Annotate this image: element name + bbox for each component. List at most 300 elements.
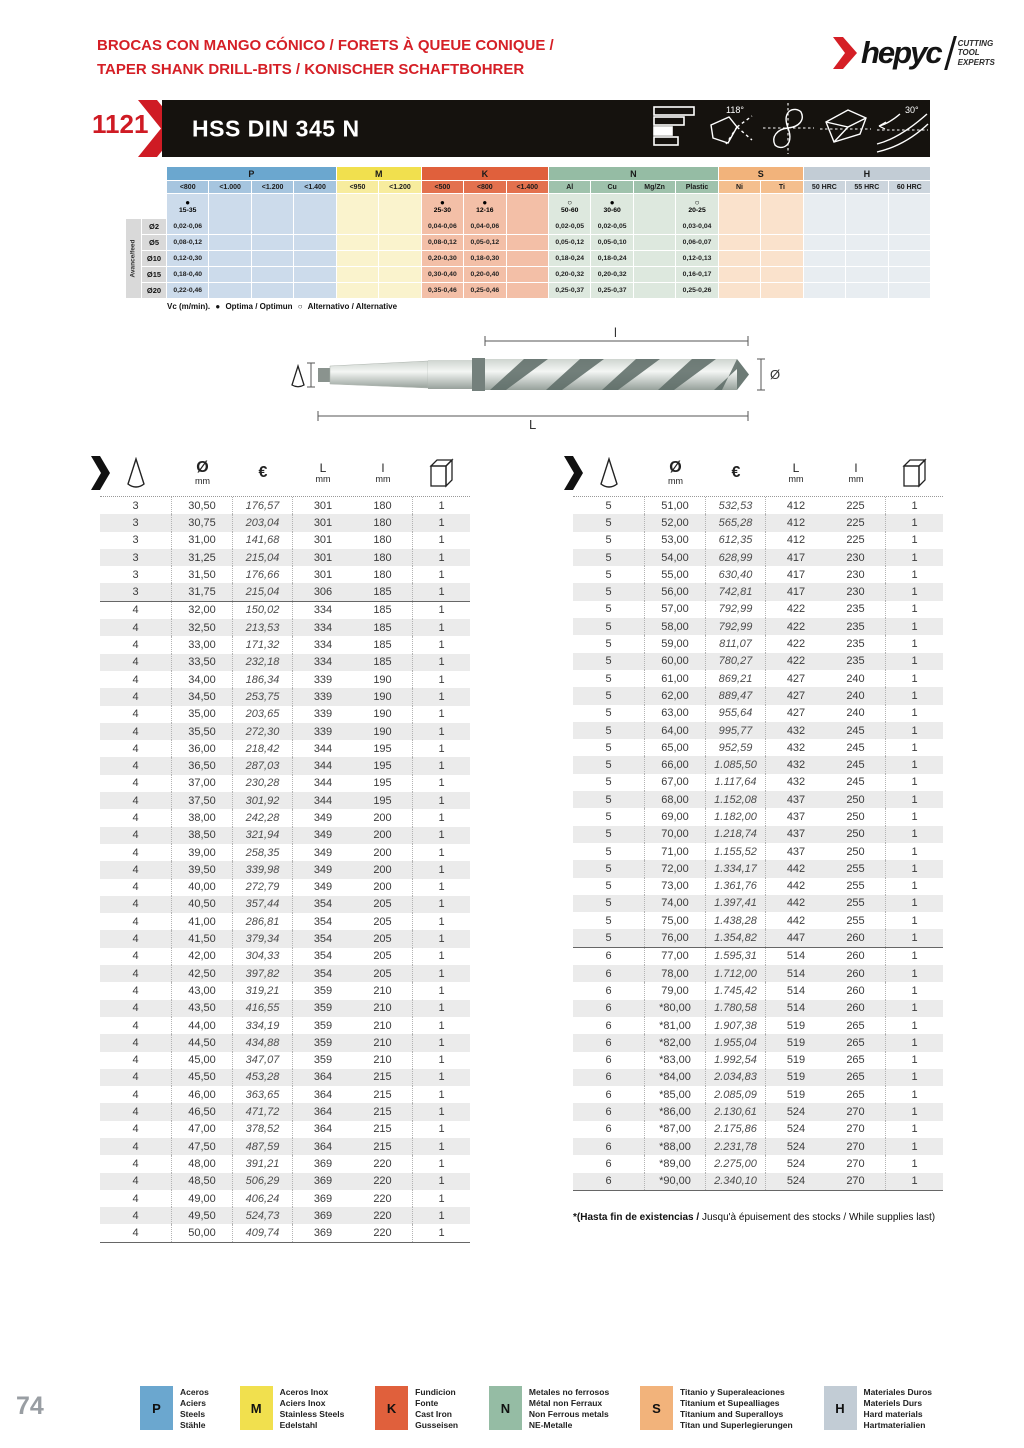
table-row [100,688,470,705]
total-length-label: L [529,417,537,430]
table-row [100,809,470,826]
cell-flute-length: 255 [826,878,886,895]
cell-price: 1.152,08 [706,791,766,808]
feed-value-cell [719,267,760,282]
cell-total-length: 354 [313,950,333,963]
title-line-2: TAPER SHANK DRILL-BITS / KONISCHER SCHAFTBOHRER [97,61,525,78]
cell-diameter: 50,00 [172,1224,233,1241]
cell-total-length: 369 [313,1192,333,1205]
cell-price: 1.595,31 [706,948,766,965]
flute-section-icon [761,100,816,157]
cell-price: 176,57 [233,497,293,514]
alternative-label: Alternativo / Alternative [307,302,398,311]
cell-total-length: 359 [313,1036,333,1049]
legend-line: Cast Iron [415,1409,452,1419]
cell-price: 1.117,64 [706,774,766,791]
cell-taper: 6 [573,1138,645,1155]
vc-value: 30-60 [603,206,621,214]
cell-total-length: 437 [786,828,806,841]
table-row [573,601,943,618]
cell-diameter: 60,00 [645,653,706,670]
cell-flute-length: 205 [353,948,413,965]
cell-diameter: 40,00 [172,879,233,896]
vc-cell [294,194,335,219]
feed-value-cell [252,283,293,298]
cell-diameter: 31,00 [172,532,233,549]
vc-cell [676,194,717,219]
cell-total-length: 344 [313,742,333,755]
cell-total-length: 412 [786,516,806,529]
cell-price: 253,75 [233,688,293,705]
table-row [100,1103,470,1120]
cell-total-length: 437 [786,793,806,806]
legend-letter: S [640,1386,673,1430]
cell-qty: 1 [911,586,918,599]
cell-qty: 1 [911,984,918,997]
cell-qty: 1 [438,984,445,997]
cell-taper: 6 [573,982,645,999]
table-row [100,861,470,878]
col-price: € [731,464,741,481]
cell-qty: 1 [438,639,445,652]
table-row [100,1069,470,1086]
feed-value-cell [719,219,760,234]
feed-value-cell [804,267,845,282]
cell-diameter: 36,00 [172,740,233,757]
svg-text:30°: 30° [905,105,919,115]
feed-value-cell: 0,16-0,17 [676,267,717,282]
feed-value-cell: 0,18-0,30 [464,251,505,266]
diameter-label: Ø15 [142,267,166,282]
cell-diameter: 36,50 [172,757,233,774]
cell-price: 203,65 [233,706,293,723]
vc-dot-icon: ○ [567,197,573,207]
legend-letter: M [240,1386,273,1430]
cell-flute-length: 235 [826,601,886,618]
cell-flute-length: 220 [353,1207,413,1224]
cell-diameter: 78,00 [645,965,706,982]
vc-value: 20-25 [688,206,706,214]
cell-price: 1.712,00 [706,965,766,982]
feed-value-cell: 0,35-0,46 [422,283,463,298]
cell-diameter: 71,00 [645,843,706,860]
stock-note-bold: *(Hasta fin de existencias / [573,1212,700,1223]
table-row [100,619,470,636]
cell-qty: 1 [438,742,445,755]
cell-flute-length: 265 [826,1069,886,1086]
diameter-label: Ø20 [142,283,166,298]
cell-total-length: 364 [313,1088,333,1101]
feed-value-cell [294,267,335,282]
cell-price: 1.745,42 [706,982,766,999]
cell-diameter: 70,00 [645,826,706,843]
table-row [100,896,470,913]
table-row [100,948,470,965]
cell-flute-length: 270 [826,1121,886,1138]
cell-flute-length: 210 [353,1034,413,1051]
col-flute-length: l mm [375,461,391,484]
cell-diameter: 43,00 [172,982,233,999]
cell-total-length: 437 [786,810,806,823]
cell-diameter: *87,00 [645,1121,706,1138]
cell-taper: 4 [100,1103,172,1120]
legend-line: Stähle [180,1420,206,1430]
cell-price: 1.218,74 [706,826,766,843]
cell-flute-length: 260 [826,965,886,982]
cell-flute-length: 190 [353,671,413,688]
cell-flute-length: 230 [826,549,886,566]
cell-price: 612,35 [706,532,766,549]
cell-price: 471,72 [233,1103,293,1120]
cell-flute-length: 190 [353,723,413,740]
cell-flute-length: 200 [353,844,413,861]
col-packaging [886,458,943,488]
cell-qty: 1 [438,829,445,842]
cell-taper: 4 [100,740,172,757]
legend-letter: H [824,1386,857,1430]
feed-value-cell: 0,25-0,37 [549,283,590,298]
cell-price: 409,74 [233,1224,293,1241]
vc-cell [507,194,548,219]
cell-total-length: 422 [786,655,806,668]
cell-taper: 4 [100,1069,172,1086]
cell-total-length: 344 [313,777,333,790]
cell-total-length: 369 [313,1157,333,1170]
legend-line: Gusseisen [415,1420,459,1430]
cell-price: 2.130,61 [706,1103,766,1120]
cell-qty: 1 [438,551,445,564]
cell-diameter: 43,50 [172,1000,233,1017]
cell-taper: 4 [100,827,172,844]
cell-flute-length: 215 [353,1121,413,1138]
cell-price: 565,28 [706,514,766,531]
cell-taper: 5 [573,532,645,549]
cell-qty: 1 [438,1209,445,1222]
cell-total-length: 422 [786,620,806,633]
material-subheader: <800 [464,181,505,193]
cell-price: 301,92 [233,792,293,809]
cell-total-length: 417 [786,568,806,581]
diameter-label: Ø2 [142,219,166,234]
product-bar [162,100,930,157]
legend-line: Metales no ferrosos [528,1387,610,1397]
cell-taper: 4 [100,757,172,774]
cell-qty: 1 [438,1088,445,1101]
cell-flute-length: 215 [353,1103,413,1120]
feed-value-cell [337,219,378,234]
feed-value-cell [804,251,845,266]
legend-line: Titanium and Superalloys [680,1409,784,1419]
table-row [573,860,943,877]
cell-diameter: 65,00 [645,739,706,756]
cell-total-length: 364 [313,1106,333,1119]
table-row [573,497,943,514]
cell-qty: 1 [438,568,445,581]
cell-diameter: 39,50 [172,861,233,878]
legend-line: Steels [180,1409,206,1419]
cell-qty: 1 [911,534,918,547]
cell-price: 176,66 [233,566,293,583]
cell-qty: 1 [911,914,918,927]
table-row [100,497,470,514]
diameter-dim [757,359,765,390]
cell-taper: 5 [573,549,645,566]
cell-diameter: 66,00 [645,756,706,773]
cell-taper: 6 [573,1052,645,1069]
feed-value-cell: 0,02-0,05 [549,219,590,234]
cell-total-length: 339 [313,690,333,703]
cell-diameter: *81,00 [645,1017,706,1034]
cell-qty: 1 [911,1088,918,1101]
cell-diameter: 31,25 [172,549,233,566]
feed-value-cell [294,251,335,266]
cell-total-length: 339 [313,673,333,686]
cell-taper: 6 [573,1086,645,1103]
cell-flute-length: 240 [826,705,886,722]
product-table-left [100,450,470,1243]
cell-taper: 5 [573,670,645,687]
cell-diameter: 49,00 [172,1190,233,1207]
legend-line: Hard materials [863,1409,923,1419]
cell-total-length: 334 [313,656,333,669]
feed-value-cell: 0,02-0,06 [167,219,208,234]
table-row [100,1000,470,1017]
cell-qty: 1 [911,932,918,945]
feed-value-cell: 0,08-0,12 [422,235,463,250]
cell-diameter: 46,50 [172,1103,233,1120]
cell-flute-length: 180 [353,566,413,583]
cell-diameter: 77,00 [645,948,706,965]
stock-note [573,1212,935,1223]
cell-price: 321,94 [233,827,293,844]
cell-diameter: 33,50 [172,654,233,671]
cell-diameter: *88,00 [645,1138,706,1155]
cell-total-length: 514 [786,984,806,997]
cell-flute-length: 265 [826,1017,886,1034]
vc-value: 25-30 [433,206,452,214]
cell-price: 363,65 [233,1086,293,1103]
vc-cell [337,194,378,219]
cell-price: 1.361,76 [706,878,766,895]
cell-flute-length: 185 [353,583,413,600]
table-row [573,1138,943,1155]
cone-symbol [292,366,304,387]
cell-price: 171,32 [233,636,293,653]
legend-line: Titanio y Superaleaciones [680,1387,785,1397]
vc-cell [379,194,420,219]
cell-diameter: 56,00 [645,583,706,600]
feed-value-cell [761,251,802,266]
cell-diameter: 45,00 [172,1052,233,1069]
cell-flute-length: 185 [353,636,413,653]
feed-value-cell [889,235,930,250]
table-row [573,1155,943,1172]
feed-value-cell [294,283,335,298]
cell-qty: 1 [438,933,445,946]
cell-price: 1.397,41 [706,895,766,912]
cell-taper: 4 [100,1224,172,1241]
cell-taper: 6 [573,1017,645,1034]
cell-taper: 4 [100,879,172,896]
cell-price: 357,44 [233,896,293,913]
vc-dot-icon: ● [185,197,191,207]
feed-value-cell [252,235,293,250]
table-row [573,1086,943,1103]
cell-price: 416,55 [233,1000,293,1017]
cell-qty: 1 [438,760,445,773]
cell-flute-length: 205 [353,896,413,913]
cell-qty: 1 [911,1106,918,1119]
feed-value-cell: 0,03-0,04 [676,219,717,234]
cell-qty: 1 [911,516,918,529]
cell-diameter: 37,00 [172,775,233,792]
cell-flute-length: 195 [353,775,413,792]
table-row [100,636,470,653]
cell-price: 232,18 [233,654,293,671]
cell-flute-length: 260 [826,982,886,999]
cell-total-length: 422 [786,638,806,651]
diameter-label: Ø [770,367,781,382]
cell-total-length: 354 [313,915,333,928]
cell-price: 186,34 [233,671,293,688]
cell-diameter: 63,00 [645,705,706,722]
cell-qty: 1 [911,1071,918,1084]
cell-flute-length: 195 [353,757,413,774]
feed-value-cell [379,219,420,234]
feed-value-cell: 0,04-0,06 [464,219,505,234]
cell-qty: 1 [911,741,918,754]
table-row [573,826,943,843]
cell-taper: 4 [100,1052,172,1069]
cell-qty: 1 [438,846,445,859]
cell-taper: 5 [573,687,645,704]
material-subheader: 60 HRC [889,181,930,193]
feed-value-cell: 0,08-0,12 [167,235,208,250]
table-header [573,450,943,497]
cell-qty: 1 [438,811,445,824]
point-angle-118-icon [704,100,759,157]
vc-cell [252,194,293,219]
cell-total-length: 349 [313,846,333,859]
cell-qty: 1 [438,1036,445,1049]
legend-text [680,1386,793,1431]
cell-price: 811,07 [706,635,766,652]
section-chevron-icon [564,456,584,490]
cell-diameter: 53,00 [645,532,706,549]
cell-diameter: 30,75 [172,514,233,531]
cell-flute-length: 260 [826,1000,886,1017]
cell-qty: 1 [911,759,918,772]
cell-total-length: 519 [786,1054,806,1067]
table-row [573,1121,943,1138]
table-row [573,618,943,635]
feed-value-cell: 0,12-0,30 [167,251,208,266]
cell-diameter: 42,00 [172,948,233,965]
feed-value-cell [379,283,420,298]
col-diameter: Ø mm [195,459,210,486]
table-body [573,497,943,1191]
cell-total-length: 354 [313,898,333,911]
cell-total-length: 354 [313,967,333,980]
cell-diameter: 57,00 [645,601,706,618]
drill-sizes-icon [647,100,702,157]
table-row [573,566,943,583]
cell-qty: 1 [438,915,445,928]
table-row [573,532,943,549]
cell-qty: 1 [911,793,918,806]
cell-qty: 1 [911,689,918,702]
cell-flute-length: 210 [353,1052,413,1069]
cell-price: 2.231,78 [706,1138,766,1155]
table-row [573,1000,943,1017]
table-row [573,514,943,531]
material-subheader: <800 [167,181,208,193]
cell-total-length: 524 [786,1140,806,1153]
col-flute-length: l mm [848,461,864,484]
cell-flute-length: 220 [353,1173,413,1190]
cell-diameter: 37,50 [172,792,233,809]
table-row [573,791,943,808]
cell-diameter: 33,00 [172,636,233,653]
cell-taper: 4 [100,1017,172,1034]
feed-value-cell [507,235,548,250]
cell-total-length: 427 [786,672,806,685]
cell-price: 203,04 [233,514,293,531]
table-row [100,566,470,583]
cell-qty: 1 [438,1192,445,1205]
cell-total-length: 301 [313,551,333,564]
cell-price: 434,88 [233,1034,293,1051]
cell-taper: 6 [573,1155,645,1172]
feed-value-cell [294,235,335,250]
cell-qty: 1 [911,776,918,789]
feed-value-cell: 0,20-0,32 [549,267,590,282]
legend-line: Titan und Superlegierungen [680,1420,793,1430]
table-row [100,654,470,671]
cell-price: 141,68 [233,532,293,549]
cell-total-length: 301 [313,534,333,547]
legend-line: Aceros [180,1387,209,1397]
cell-taper: 3 [100,514,172,531]
cell-taper: 5 [573,601,645,618]
feed-values-grid [167,219,930,298]
table-row [573,756,943,773]
vc-cell [209,194,250,219]
svg-text:118°: 118° [726,105,744,115]
vc-cell [804,194,845,219]
feed-value-cell: 0,05-0,12 [464,235,505,250]
cell-taper: 4 [100,1121,172,1138]
cell-taper: 6 [573,948,645,965]
cell-price: 397,82 [233,965,293,982]
vc-cell [167,194,208,219]
feed-value-cell: 0,04-0,06 [422,219,463,234]
table-row [100,549,470,566]
cell-total-length: 524 [786,1123,806,1136]
cell-flute-length: 240 [826,670,886,687]
cell-price: 391,21 [233,1155,293,1172]
table-row [573,739,943,756]
cell-total-length: 301 [313,516,333,529]
table-row [573,895,943,912]
table-row [573,722,943,739]
cell-total-length: 354 [313,933,333,946]
box-icon [901,458,928,488]
table-row [100,879,470,896]
cell-flute-length: 250 [826,791,886,808]
cell-price: 304,33 [233,948,293,965]
cell-diameter: 73,00 [645,878,706,895]
